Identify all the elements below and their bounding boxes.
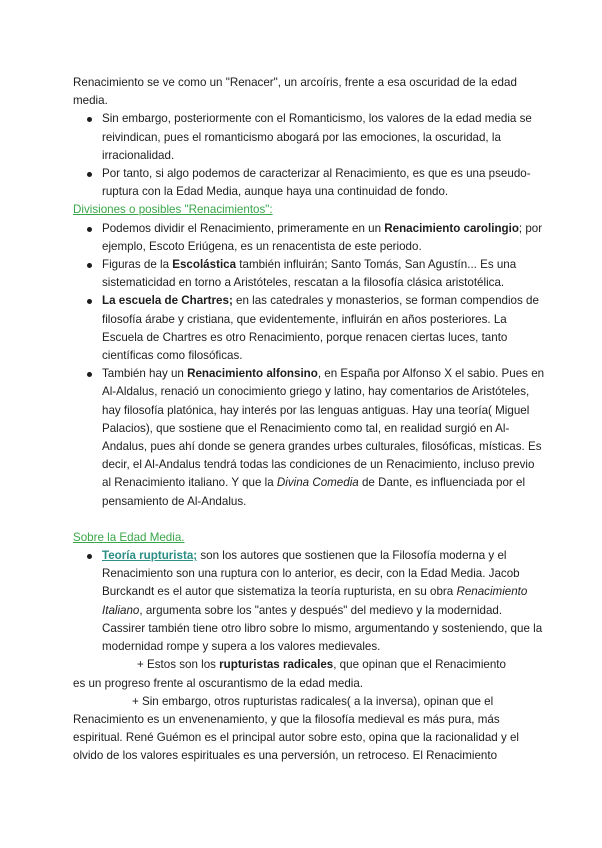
text-run: ; por ejemplo, Escoto Eriúgena, es un renacentista de este periodo. bbox=[102, 221, 543, 253]
italic-title: Divina Comedia bbox=[276, 476, 359, 490]
bullet-icon bbox=[87, 554, 92, 559]
list-item bbox=[102, 547, 546, 656]
edad-media-bullet-list bbox=[73, 547, 546, 656]
text-run: en las catedrales y monasterios, se forman compendios de filosofía árabe y cristiana, que evidentemente, influirán en años posteriores. La Escuela de Chartres es otro Renacimiento, porque renacen ciertas luces, tanto científicas como filosóficas. bbox=[102, 294, 539, 363]
intro-paragraph: Renacimiento se ve como un "Renacer", un arcoíris, frente a esa oscuridad de la edad media. bbox=[73, 76, 517, 108]
bullet-icon bbox=[87, 117, 92, 122]
text-run: de Dante, es influenciada por el pensamiento de Al-Andalus. bbox=[102, 476, 526, 508]
text-run: , argumenta sobre los "antes y después" del medievo y la modernidad. Cassirer también tiene otro libro sobre lo mismo, argumentando y sosteniendo, que la modernidad rompe y supera a los valores medievales. bbox=[102, 603, 543, 654]
list-item bbox=[102, 256, 546, 292]
plus-note-line bbox=[73, 656, 546, 674]
divisiones-bullet-list bbox=[73, 220, 546, 511]
list-item bbox=[102, 292, 546, 365]
bold-term: Renacimiento carolingio bbox=[384, 221, 519, 235]
bullet-icon bbox=[87, 172, 92, 177]
bullet-icon bbox=[87, 299, 92, 304]
bullet-icon bbox=[87, 227, 92, 232]
list-item bbox=[102, 110, 546, 165]
text-run: + Estos son los bbox=[137, 658, 220, 672]
list-item-text: Sin embargo, posteriormente con el Romanticismo, los valores de la edad media se reivindican, pues el romanticismo abogará por las emociones, la oscuridad, la irracionalidad. bbox=[102, 112, 532, 162]
bold-term: Escolástica bbox=[172, 258, 237, 272]
list-item bbox=[102, 365, 546, 511]
bullet-icon bbox=[87, 372, 92, 377]
text-run: Podemos dividir el Renacimiento, primeramente en un bbox=[102, 221, 385, 235]
section-heading-divisiones: Divisiones o posibles "Renacimientos": bbox=[73, 203, 273, 217]
bullet-icon bbox=[87, 263, 92, 268]
term-label: Teoría rupturista; bbox=[102, 549, 198, 563]
list-item-text: Por tanto, si algo podemos de caracterizar al Renacimiento, es que es una pseudo-ruptura con la Edad Media, aunque haya una continuidad de fondo. bbox=[102, 167, 531, 199]
top-bullet-list bbox=[73, 110, 546, 201]
bold-term: Renacimiento alfonsino bbox=[187, 367, 318, 381]
text-run: También hay un bbox=[102, 367, 188, 381]
plus-note-continuation: es un progreso frente al oscurantismo de la edad media. bbox=[73, 676, 364, 690]
italic-title: Renacimiento Italiano bbox=[102, 585, 528, 617]
bold-term: rupturistas radicales bbox=[219, 658, 334, 672]
text-run: Figuras de la bbox=[102, 258, 173, 272]
list-item bbox=[102, 165, 546, 201]
text-run: , que opinan que el Renacimiento bbox=[333, 658, 506, 672]
plus-note-continuation: Renacimiento es un envenenamiento, y que la filosofía medieval es más pura, más espiritual. René Guémon es el principal autor sobre esto, opina que la racionalidad y el olvido de los valores espirituales es una perversión, un retroceso. El Renacimiento bbox=[73, 712, 519, 763]
list-item bbox=[102, 220, 546, 256]
plus-note-line: + Sin embargo, otros rupturistas radicales( a la inversa), opinan que el bbox=[132, 694, 494, 708]
text-run: también influirán; Santo Tomás, San Agustín... Es una sistematicidad en torno a Aristóteles, rescatan a la filosofía clásica aristotélica. bbox=[102, 258, 517, 290]
text-run: son los autores que sostienen que la Filosofía moderna y el Renacimiento son una ruptura con lo anterior, es decir, con la Edad Media. Jacob Burckandt es el autor que sistematiza la teoría rupturista, en su obra bbox=[102, 549, 520, 599]
section-heading-edad-media: Sobre la Edad Media. bbox=[73, 530, 185, 544]
bold-term: La escuela de Chartres; bbox=[102, 294, 233, 308]
text-run: , en España por Alfonso X el sabio. Pues en Al-Aldalus, renació un conocimiento griego y latino, hay comentarios de Aristóteles, hay filosofía platónica, hay interés por las lenguas antiguas. Hay una teoría( Miguel Palacios), que sostiene que el Renacimiento como tal, en realidad surgió en Al-Andalus, pues ahí donde se genera grandes urbes culturales, filosóficas, místicas. Es decir, el Al-Andalus tendrá todas las condiciones de un Renacimiento, incluso previo al Renacimiento italiano. Y que la bbox=[102, 367, 545, 490]
